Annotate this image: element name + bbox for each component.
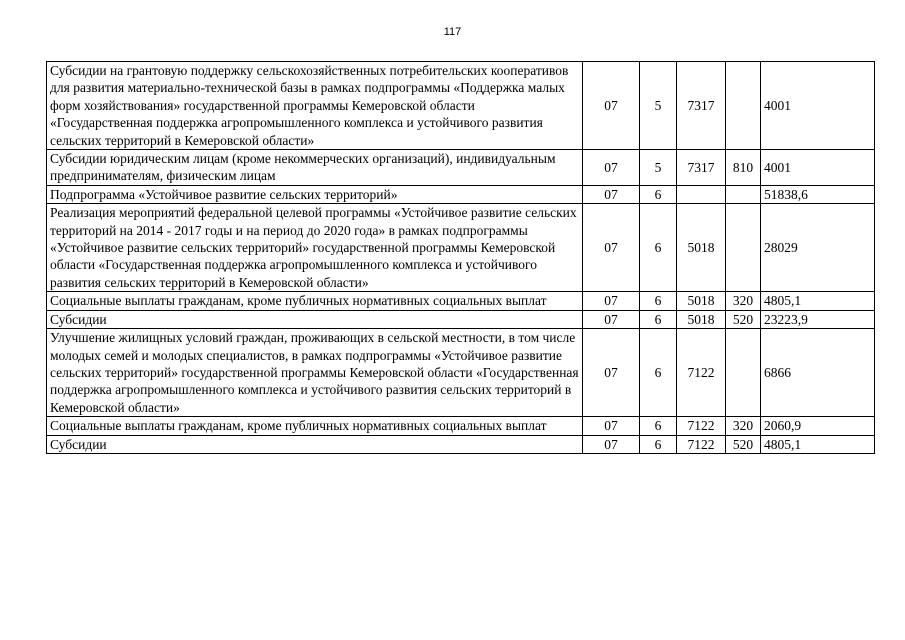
row-description: Субсидии юридическим лицам (кроме некоммерческих организаций), индивидуальным предпринимателям, физическим лицам [47,150,583,186]
row-type: 320 [726,417,761,435]
row-section: 07 [583,310,640,328]
row-target: 7317 [677,62,726,150]
row-subsection: 6 [640,292,677,310]
table-row [47,292,875,310]
row-target: 7122 [677,329,726,417]
row-type [726,204,761,292]
table-row [47,310,875,328]
row-amount: 4805,1 [761,435,875,453]
row-amount: 28029 [761,204,875,292]
row-description: Улучшение жилищных условий граждан, проживающих в сельской местности, в том числе молодых семей и молодых специалистов, в рамках подпрограммы «Устойчивое развитие сельских территорий» государственной программы Кемеровской области «Государственная поддержка агропромышленного комплекса и устойчивого развития сельских территорий в Кемеровской области» [47,329,583,417]
row-subsection: 6 [640,310,677,328]
row-description: Субсидии [47,310,583,328]
row-description: Реализация мероприятий федеральной целевой программы «Устойчивое развитие сельских территорий на 2014 - 2017 годы и на период до 2020 года» в рамках подпрограммы «Устойчивое развитие сельских территорий» государственной программы Кемеровской области «Государственная поддержка агропромышленного комплекса и устойчивого развития сельских территорий в Кемеровской области» [47,204,583,292]
row-type: 810 [726,150,761,186]
page-number: 117 [443,26,462,38]
row-amount: 23223,9 [761,310,875,328]
row-section: 07 [583,435,640,453]
row-section: 07 [583,150,640,186]
row-amount: 51838,6 [761,185,875,203]
row-subsection: 6 [640,185,677,203]
row-subsection: 6 [640,417,677,435]
table-row [47,204,875,292]
row-type [726,62,761,150]
row-section: 07 [583,185,640,203]
row-section: 07 [583,204,640,292]
row-amount: 4001 [761,62,875,150]
row-type: 520 [726,435,761,453]
row-description: Подпрограмма «Устойчивое развитие сельских территорий» [47,185,583,203]
row-target: 7122 [677,417,726,435]
row-section: 07 [583,417,640,435]
table-row [47,435,875,453]
row-amount: 2060,9 [761,417,875,435]
row-type: 320 [726,292,761,310]
row-amount: 4805,1 [761,292,875,310]
row-target: 7317 [677,150,726,186]
table-row [47,62,875,150]
table-row [47,329,875,417]
row-subsection: 6 [640,204,677,292]
row-target: 5018 [677,310,726,328]
row-section: 07 [583,329,640,417]
budget-table [46,61,875,454]
row-amount: 4001 [761,150,875,186]
row-type [726,329,761,417]
row-subsection: 5 [640,150,677,186]
row-description: Социальные выплаты гражданам, кроме публичных нормативных социальных выплат [47,292,583,310]
row-amount: 6866 [761,329,875,417]
row-target [677,185,726,203]
row-description: Субсидии [47,435,583,453]
row-description: Субсидии на грантовую поддержку сельскохозяйственных потребительских кооперативов для развития материально-технической базы в рамках подпрограммы «Поддержка малых форм хозяйствования» государственной программы Кемеровской области «Государственная поддержка агропромышленного комплекса и устойчивого развития сельских территорий в Кемеровской области» [47,62,583,150]
row-target: 5018 [677,204,726,292]
row-section: 07 [583,292,640,310]
table-row [47,150,875,186]
row-subsection: 6 [640,329,677,417]
table-row [47,185,875,203]
row-subsection: 6 [640,435,677,453]
row-subsection: 5 [640,62,677,150]
row-description: Социальные выплаты гражданам, кроме публичных нормативных социальных выплат [47,417,583,435]
row-section: 07 [583,62,640,150]
table-row [47,417,875,435]
row-target: 7122 [677,435,726,453]
row-type: 520 [726,310,761,328]
row-type [726,185,761,203]
row-target: 5018 [677,292,726,310]
